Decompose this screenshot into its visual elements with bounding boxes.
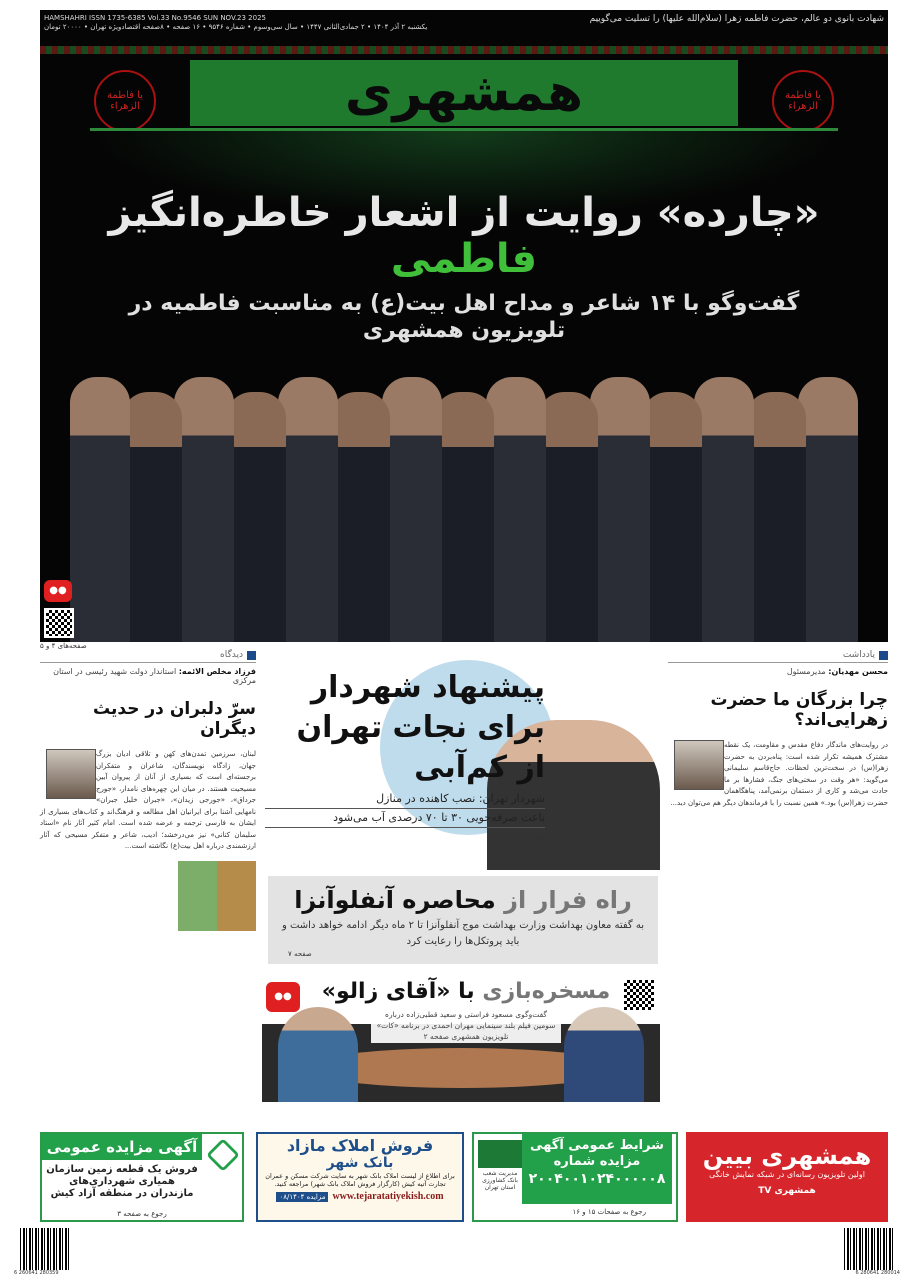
byline [668, 667, 888, 676]
byline [40, 667, 256, 685]
title-bold: با «آقای زالو» [321, 979, 475, 1004]
barcode-number: 6 260641 280359 [14, 1270, 59, 1276]
page-ref: صفحه‌های ۴ و ۵ [40, 642, 87, 650]
author-photo [674, 740, 724, 790]
page-ref: صفحه ۱۲ [517, 834, 545, 842]
person-figure [174, 377, 234, 642]
ad-hamshahri-bin[interactable] [686, 1132, 888, 1222]
column-body: در روایت‌های ماندگار دفاع مقدس و مقاومت، یک نقطه مشترک همیشه تکرار شده است: پناه‌بردن به حضرت زهرا(س) در سخت‌ترین لحظات. حاج‌قاسم سلیمانی می‌گوید: «هر وقت در سختی‌های جنگ، فشارها بر ما حادث می‌شد و کاری از دستمان برنمی‌آمد، پناهگاهمان حضرت زهرا(س) بود.» همین نسبت را با فرماندهان دیگر هم می‌توان دید... [670, 741, 888, 807]
ad-keshavarzi-auction[interactable] [472, 1132, 678, 1222]
lead-subhead: گفت‌و‌گو با ۱۴ شاعر و مداح اهل بیت(ع) به مناسبت فاطمیه در تلویزیون همشهری [128, 291, 800, 343]
headline-main: «چارده» روایت از اشعار خاطره‌انگیز [108, 190, 820, 236]
ad-bank-shahr-sale[interactable] [256, 1132, 464, 1222]
group-photo [40, 360, 888, 642]
bank-name: بانک شهر [326, 1155, 394, 1171]
column-title: چرا بزرگان ما حضرت زهرایی‌اند؟ [710, 690, 888, 730]
column-body: لبنان، سرزمین تمدن‌های کهن و تلاقی ادیان بزرگ جهان، زادگاه نویسندگان، شاعران و متفکران برجسته‌ای است که بسیاری از آنان از پیروان آیین مسیحیت هستند. در میان این چهره‌های نامدار، «جورج جرداق»، «جورجی زیدان»، «جبران خلیل جبران» نامهایی آشنا برای ایرانیان اهل مطالعه و فرهنگ‌اند و کتاب‌های بسیاری از ایشان به فارسی ترجمه و عرضه شده است. امام کثیر آثار نام «استاد سلیمان کتانی» نیز می‌درخشد؛ ادیب، شاعر و متفکر مسیحی که آثار ارزشمندی درباره اهل بیت(ع) نگاشته است... [40, 750, 256, 850]
kicker-label: دیدگاه [220, 650, 243, 660]
sub-line: شهردار تهران: نصب کاهنده در منازل [265, 790, 545, 809]
person-figure [122, 392, 182, 642]
page-ref: صفحه ۷ [288, 950, 312, 958]
kicker [40, 650, 256, 663]
lead-story-title[interactable] [265, 668, 545, 788]
ad-title: شرایط عمومی آگهی مزایده شماره [530, 1138, 664, 1169]
auction-number: ۲۰۰۴۰۰۱۰۲۴۰۰۰۰۰۸ [528, 1171, 666, 1187]
right-column [668, 650, 888, 1120]
ad-sub: برای اطلاع از لیست املاک بانک شهر به سایت شرکت مسکن و عمران تجارت آتیه کیش (کارگزار فروش املاک بانک شهر) مراجعه کنید. [265, 1172, 455, 1188]
bank-logo [478, 1140, 522, 1191]
title-light: مسخره‌بازی [482, 979, 611, 1004]
qr-code[interactable] [622, 978, 656, 1012]
decorative-strip [40, 46, 888, 54]
person-figure [434, 392, 494, 642]
kicker-label: یادداشت [842, 650, 875, 660]
zalu-title [316, 978, 616, 1006]
person-figure [278, 377, 338, 642]
person-figure [798, 377, 858, 642]
qr-code[interactable] [44, 608, 74, 638]
person-figure [226, 392, 286, 642]
center-column [262, 650, 660, 1102]
issue-meta-persian: یکشنبه ۲ آذر ۱۴۰۴ • ۲ جمادی‌الثانی ۱۴۴۷ • سال سی‌وسوم • شماره ۹۵۴۶ • ۱۶ صفحه • ۸صفحه‌ اقتصاد‌ویژه تهران • ۲۰۰۰۰ تومان [44, 23, 428, 31]
person-figure [330, 392, 390, 642]
ad-title: فروش املاک مازاد [286, 1136, 434, 1155]
masthead-logo: همشهری [190, 60, 738, 126]
column-title: سرّ دلبران در حدیث دیگران [93, 699, 256, 739]
author-role: مدیرمسئول [786, 667, 826, 676]
person-figure [694, 377, 754, 642]
left-column [40, 650, 256, 1120]
lead-headline-block [80, 190, 848, 344]
lead-story[interactable] [262, 650, 660, 872]
title-light: راه فرار از [504, 886, 632, 914]
lead-story-text [265, 650, 545, 847]
author-name: فرزاد مخلص الائمه: [178, 667, 256, 676]
person-figure [746, 392, 806, 642]
kicker [668, 650, 888, 663]
lead-headline [80, 190, 848, 282]
sub-text: گفت‌وگوی مسعود فراستی و سعید قطبی‌زاده درباره سومین فیلم بلند سینمایی مهران احمدی در برنامه «کات» تلویزیون همشهری [376, 1010, 556, 1041]
ad-url[interactable]: www.tejaratatiyekish.com [332, 1191, 444, 1202]
headline-green: فاطمی [390, 236, 538, 282]
auction-badge: مزایده ۰۸/۱۴۰۴ [276, 1192, 328, 1202]
ad-sub: فروش یک قطعه زمین سازمان همیاری شهرداری‌های مازندران در منطقه آزاد کیش [46, 1164, 198, 1199]
title-line: از کم‌آبی [414, 750, 545, 785]
zalu-sub [371, 1008, 561, 1043]
org-name: مدیریت شعب بانک کشاورزی استان تهران [482, 1170, 518, 1191]
sub-line: باعث صرفه‌جویی ۳۰ تا ۷۰ درصدی آب می‌شود [265, 809, 545, 828]
issue-meta [44, 14, 464, 32]
tv-logo: همشهری TV [758, 1186, 816, 1196]
author-role: استاندار دولت شهید رئیسی در استان مرکزی [53, 667, 256, 685]
author-photo [46, 749, 96, 799]
person-figure [486, 377, 546, 642]
lead-story-sub [265, 790, 545, 847]
person-figure [538, 392, 598, 642]
kicker-square-icon [879, 651, 888, 660]
ad-title: همشهری بیین [702, 1142, 872, 1170]
flu-story[interactable] [268, 876, 658, 964]
person-figure [642, 392, 702, 642]
person-figure [590, 377, 650, 642]
condolence-line: شهادت بانوی دو عالم، حضرت فاطمه زهرا (سلام‌الله علیها) را تسلیت می‌گوییم [589, 14, 884, 24]
tv-logo-icon: ●● [44, 580, 72, 602]
barcode [20, 1228, 70, 1270]
page-ref: صفحه ۲ [423, 1032, 450, 1041]
issue-meta-latin: HAMSHAHRI ISSN 1735-6385 Vol.33 No.9546 SUN NOV.23 2025 [44, 14, 266, 22]
flu-sub: به گفته معاون بهداشت وزارت بهداشت موج آنفلوآنزا تا ۲ ماه دیگر ادامه خواهد داشت و باید پروتکل‌ها را رعایت کرد [281, 920, 645, 947]
barcode [844, 1228, 894, 1270]
person-figure [70, 377, 130, 642]
ad-title: آگهی مزایده عمومی [42, 1134, 202, 1160]
zalu-text [316, 978, 616, 1043]
seal-right: یا فاطمة الزهراء [772, 70, 834, 132]
author-name: محسن مهدیان: [828, 667, 888, 676]
seal-left: یا فاطمة الزهراء [94, 70, 156, 132]
ad-hamyari-auction[interactable] [40, 1132, 244, 1222]
kicker-square-icon [247, 651, 256, 660]
title-line: پیشنهاد شهردار [310, 670, 545, 705]
page-ref: رجوع به صفحات ۱۵ و ۱۶ [572, 1208, 646, 1216]
flu-title [268, 876, 658, 914]
barcode-number: 6 280641 280014 [855, 1270, 900, 1276]
title-bold: محاصره آنفلوآنزا [294, 886, 496, 914]
tv-logo-icon: ●● [266, 982, 300, 1012]
ad-sub: اولین تلویزیون رسانه‌ای در شبکه نمایش خانگی [709, 1170, 865, 1179]
book-covers-image [178, 861, 256, 931]
front-banner [40, 10, 888, 642]
page-ref: رجوع به صفحه ۳ [117, 1210, 167, 1218]
title-line: برای نجات تهران [296, 710, 545, 745]
person-figure [382, 377, 442, 642]
zalu-story[interactable] [262, 972, 660, 1102]
